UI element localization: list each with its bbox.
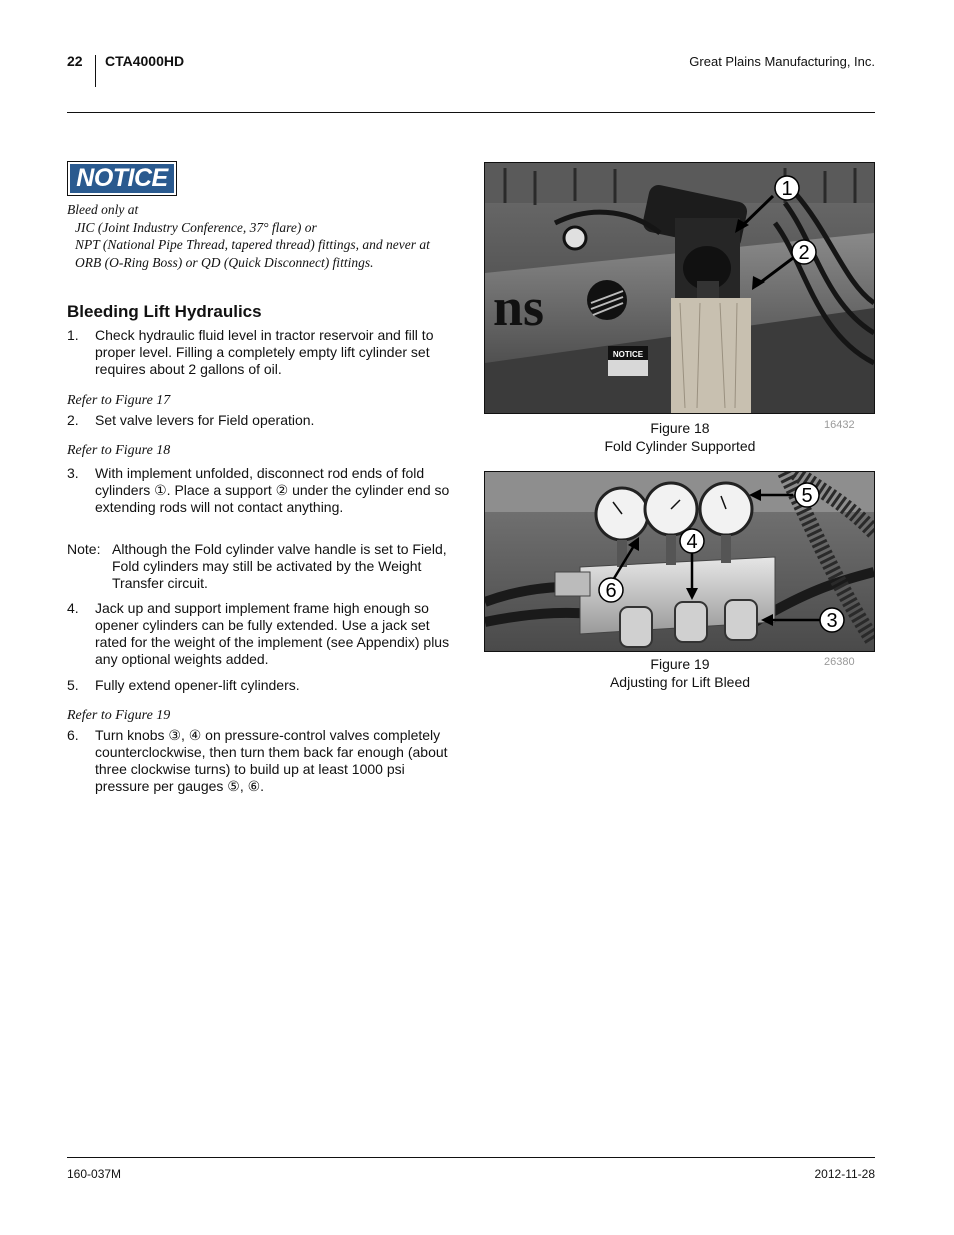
figure-18-title: Fold Cylinder Supported <box>604 438 756 454</box>
figure-19-number: Figure 19 <box>650 656 710 672</box>
decal-notice-text: NOTICE <box>612 350 644 359</box>
svg-text:5: 5 <box>801 485 813 507</box>
step-text: Set valve levers for Field operation. <box>95 412 315 428</box>
refer-figure-17: Refer to Figure 17 <box>67 393 171 408</box>
refer-figure-18: Refer to Figure 18 <box>67 443 171 458</box>
step-number: 1. <box>67 327 79 343</box>
step-6 <box>67 727 457 795</box>
step-5 <box>67 677 457 694</box>
notice-line: ORB (O-Ring Boss) or QD (Quick Disconnect) fittings. <box>75 254 374 270</box>
step-text: Check hydraulic fluid level in tractor reservoir and fill to proper level. Filling a completely empty lift cylinder set requires about 2 gallons of oil. <box>95 327 434 377</box>
figure-18-caption <box>580 419 780 455</box>
step-2 <box>67 412 457 429</box>
svg-text:1: 1 <box>781 178 793 200</box>
brand-logo-text: ns <box>493 277 545 337</box>
figure-18-id: 16432 <box>824 419 855 431</box>
callout-5 <box>795 483 819 507</box>
footer-rule <box>67 1157 875 1158</box>
page-number: 22 <box>67 53 83 69</box>
svg-text:4: 4 <box>686 531 698 553</box>
note-label: Note: <box>67 541 101 557</box>
step-4 <box>67 600 457 668</box>
notice-line: JIC (Joint Industry Conference, 37° flare) or <box>75 219 317 235</box>
header-rule <box>67 112 875 113</box>
refer-figure-19: Refer to Figure 19 <box>67 708 171 723</box>
callout-3 <box>820 608 844 632</box>
step-text: Jack up and support implement frame high enough so opener cylinders can be fully extended. Use a jack set rated for the weight of the implement (see Appendix) plus any optional weights added. <box>95 600 450 667</box>
company-name: Great Plains Manufacturing, Inc. <box>689 54 875 69</box>
step-text: Fully extend opener-lift cylinders. <box>95 677 300 693</box>
document-number: 160-037M <box>67 1167 122 1181</box>
step-1 <box>67 327 457 378</box>
figure-19-id: 26380 <box>824 656 855 668</box>
notice-line: Bleed only at <box>67 202 139 217</box>
callout-6 <box>599 578 623 602</box>
callout-1 <box>775 176 799 200</box>
notice-label: NOTICE <box>70 164 174 193</box>
model-name: CTA4000HD <box>105 53 185 69</box>
callout-2 <box>792 240 816 264</box>
step-number: 5. <box>67 677 79 693</box>
notice-line: NPT (National Pipe Thread, tapered thread) fittings, and never at <box>75 237 430 252</box>
step-text: Turn knobs ③, ④ on pressure-control valves completely counterclockwise, then turn them back far enough (about three clockwise turns) to build up at least 1000 psi pressure per gauges ⑤, ⑥. <box>95 727 448 794</box>
figure-19-title: Adjusting for Lift Bleed <box>609 674 751 690</box>
figure-18-photo <box>484 162 875 414</box>
step-number: 3. <box>67 465 79 481</box>
figure-19-caption <box>580 655 780 691</box>
svg-text:3: 3 <box>826 610 838 632</box>
document-date: 2012-11-28 <box>814 1167 875 1181</box>
notice-text <box>67 201 447 271</box>
note <box>67 541 457 592</box>
notice-badge <box>67 161 177 196</box>
svg-text:2: 2 <box>798 242 810 264</box>
header-divider <box>95 55 96 87</box>
step-number: 6. <box>67 727 79 743</box>
step-text: With implement unfolded, disconnect rod ends of fold cylinders ①. Place a support ② under the cylinder end so extending rods will not contact anything. <box>95 465 450 515</box>
step-number: 2. <box>67 412 79 428</box>
svg-text:6: 6 <box>605 580 617 602</box>
figure-19-photo <box>484 471 875 652</box>
note-text: Although the Fold cylinder valve handle is set to Field, Fold cylinders may still be activated by the Weight Transfer circuit. <box>112 541 447 591</box>
step-number: 4. <box>67 600 79 616</box>
figure-18-number: Figure 18 <box>650 420 710 436</box>
step-3 <box>67 465 457 516</box>
callout-4 <box>680 529 704 553</box>
section-title: Bleeding Lift Hydraulics <box>67 302 262 321</box>
